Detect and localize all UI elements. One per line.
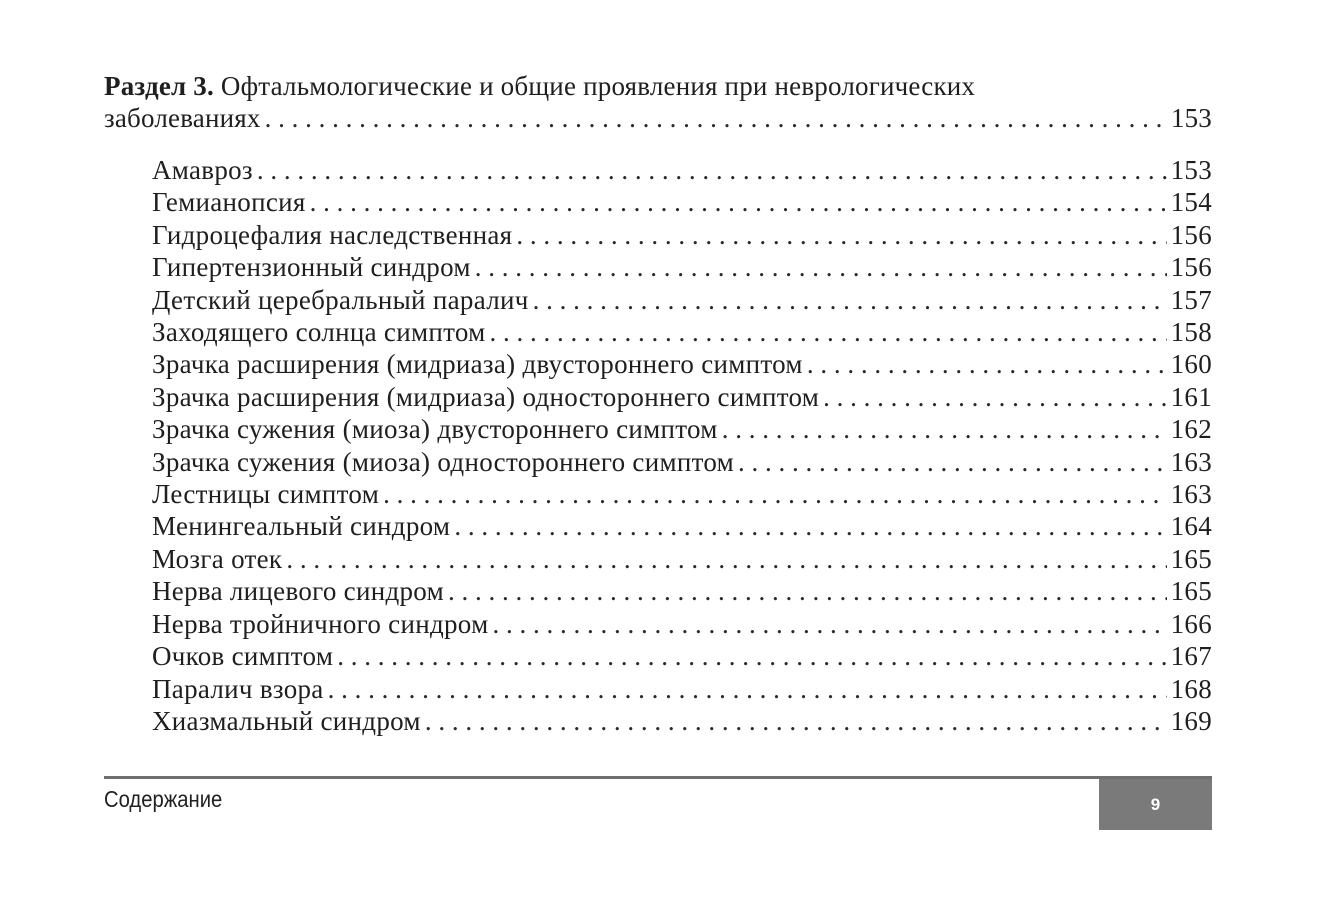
- toc-entry-page: 162: [1170, 414, 1212, 445]
- toc-entry: [152, 251, 1212, 283]
- dot-leader: [823, 381, 1166, 413]
- toc-entry-title: Хиазмальный синдром: [152, 705, 421, 736]
- dot-leader: [475, 251, 1167, 283]
- dot-leader: [425, 705, 1167, 737]
- toc-entry-page: 168: [1170, 673, 1212, 704]
- toc-entry-title: Нерва тройничного синдром: [152, 608, 489, 639]
- toc-entry-page: 154: [1170, 187, 1212, 218]
- section-heading-toc-row: [104, 102, 1212, 134]
- dot-leader: [490, 316, 1167, 348]
- dot-leader: [807, 348, 1167, 380]
- dot-leader: [516, 219, 1166, 251]
- section-page-number: 153: [1170, 103, 1212, 133]
- toc-entry: [152, 284, 1212, 316]
- dot-leader: [738, 446, 1167, 478]
- toc-entry-page: 163: [1170, 479, 1212, 510]
- toc-entry-page: 161: [1170, 381, 1212, 412]
- dot-leader: [337, 640, 1166, 672]
- toc-entry: [152, 673, 1212, 705]
- toc-entry: [152, 705, 1212, 737]
- toc-entry: [152, 219, 1212, 251]
- toc-entries-list: [152, 154, 1212, 737]
- toc-entry-page: 165: [1170, 576, 1212, 607]
- toc-entry-page: 158: [1170, 317, 1212, 348]
- toc-entry-page: 160: [1170, 349, 1212, 380]
- toc-entry-page: 165: [1170, 543, 1212, 574]
- dot-leader: [454, 510, 1166, 542]
- toc-entry-title: Зрачка сужения (миоза) двустороннего симптом: [152, 414, 718, 445]
- dot-leader: [722, 413, 1167, 445]
- dot-leader: [448, 575, 1167, 607]
- dot-leader: [328, 673, 1167, 705]
- dot-leader: [265, 102, 1167, 134]
- toc-entry: [152, 446, 1212, 478]
- toc-entry-title: Нерва лицевого синдром: [152, 576, 444, 607]
- toc-entry-page: 169: [1170, 705, 1212, 736]
- toc-entry-title: Гемианопсия: [152, 187, 306, 218]
- toc-entry: [152, 154, 1212, 186]
- toc-entry-page: 166: [1170, 608, 1212, 639]
- section-title-line2: заболеваниях: [104, 103, 261, 133]
- toc-entry: [152, 575, 1212, 607]
- footer-title: Содержание: [104, 786, 223, 812]
- toc-entry: [152, 478, 1212, 510]
- footer-page-number: 9: [1099, 779, 1212, 830]
- footer-rule: [104, 776, 1212, 779]
- toc-entry-title: Мозга отек: [152, 543, 283, 574]
- toc-entry-title: Гидроцефалия наследственная: [152, 219, 513, 250]
- toc-entry-title: Зрачка сужения (миоза) одностороннего симптом: [152, 446, 735, 477]
- dot-leader: [257, 154, 1167, 186]
- toc-entry-title: Амавроз: [152, 155, 253, 185]
- toc-entry-page: 157: [1170, 284, 1212, 315]
- section-heading: [104, 70, 1212, 134]
- toc-entry-title: Менингеальный синдром: [152, 511, 451, 542]
- toc-entry-title: Гипертензионный синдром: [152, 252, 471, 283]
- toc-entry-page: 156: [1170, 219, 1212, 250]
- dot-leader: [383, 478, 1167, 510]
- dot-leader: [533, 284, 1167, 316]
- dot-leader: [492, 608, 1166, 640]
- toc-entry: [152, 348, 1212, 380]
- toc-entry-title: Заходящего солнца симптом: [152, 317, 486, 348]
- toc-entry-page: 153: [1170, 155, 1212, 185]
- toc-entry-title: Зрачка расширения (мидриаза) одностороннего симптом: [152, 381, 820, 412]
- toc-entry: [152, 608, 1212, 640]
- toc-entry: [152, 186, 1212, 218]
- toc-entry-title: Детский церебральный паралич: [152, 284, 529, 315]
- toc-entry: [152, 381, 1212, 413]
- toc-entry-title: Лестницы симптом: [152, 479, 380, 510]
- dot-leader: [310, 186, 1167, 218]
- toc-entry: [152, 413, 1212, 445]
- toc-entry-title: Паралич взора: [152, 673, 324, 704]
- toc-entry: [152, 640, 1212, 672]
- toc-entry: [152, 316, 1212, 348]
- section-title-line1: Офтальмологические и общие проявления при неврологических: [213, 71, 976, 101]
- section-label: Раздел 3.: [104, 71, 214, 101]
- toc-entry-page: 164: [1170, 511, 1212, 542]
- section-heading-line: [104, 70, 1212, 102]
- toc-entry-page: 156: [1170, 252, 1212, 283]
- toc-entry-title: Зрачка расширения (мидриаза) двустороннего симптом: [152, 349, 803, 380]
- toc-entry: [152, 510, 1212, 542]
- toc-entry-title: Очков симптом: [152, 641, 334, 672]
- toc-entry: [152, 543, 1212, 575]
- toc-entry-page: 167: [1170, 641, 1212, 672]
- dot-leader: [286, 543, 1166, 575]
- toc-entry-page: 163: [1170, 446, 1212, 477]
